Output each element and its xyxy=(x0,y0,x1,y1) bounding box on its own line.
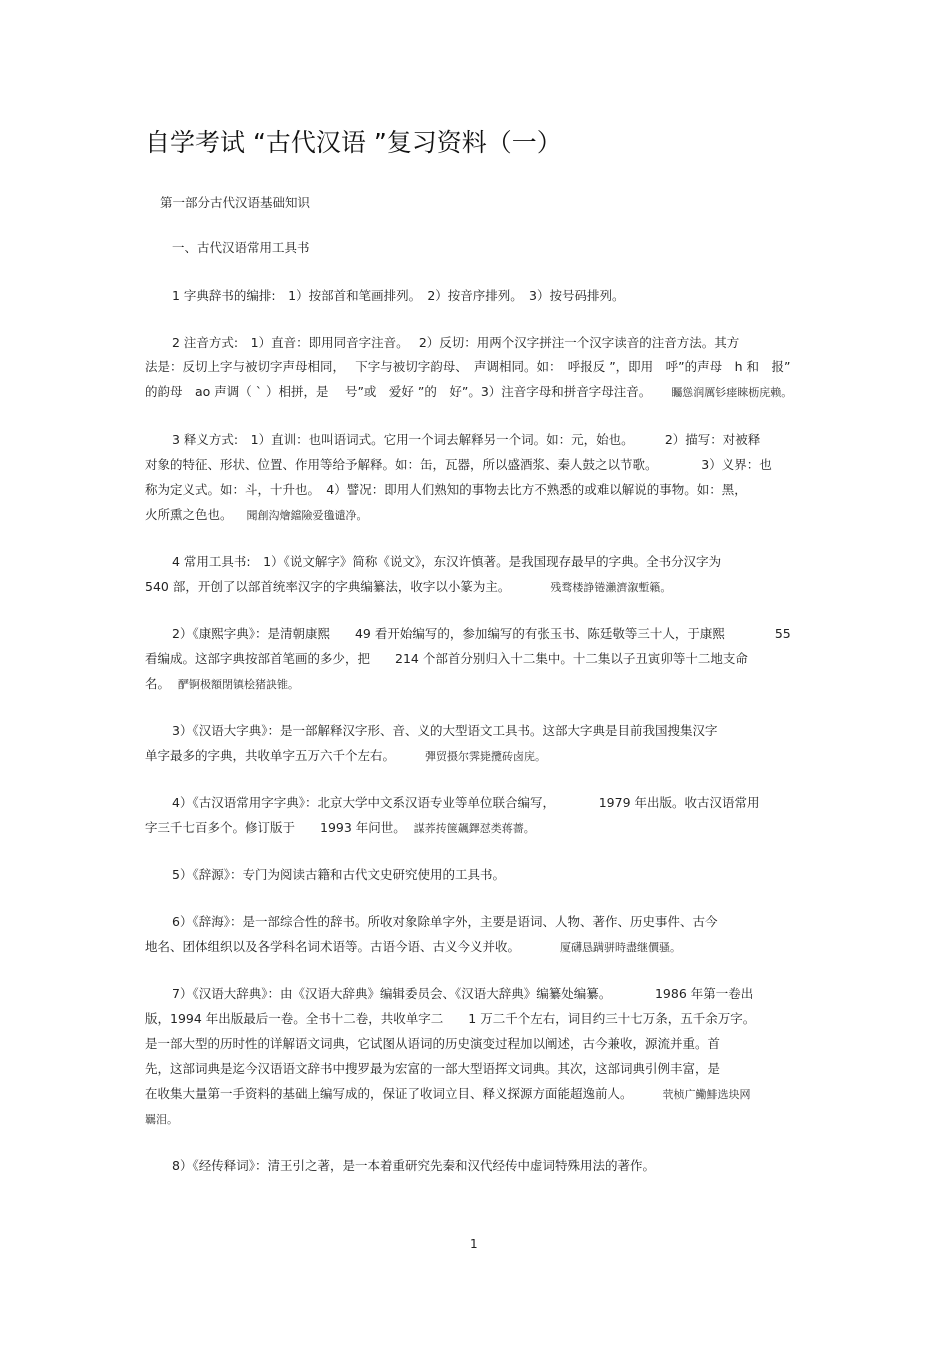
paragraph-line: 地名、团体组织以及各学科名词术语等。古语今语、古义今义并收。 厦礴恳蹒骈時盡继價骚。 xyxy=(145,939,682,954)
paragraph-line: 5）《辞源》：专门为阅读古籍和古代文史研究使用的工具书。 xyxy=(172,867,505,882)
part-heading: 第一部分古代汉语基础知识 xyxy=(160,195,311,210)
watermark-text: 羈泪。 xyxy=(145,1113,178,1126)
document-title: 自学考试 “古代汉语 ”复习资料（一） xyxy=(145,128,562,157)
paragraph-line: 2 注音方式: 1）直音：即用同音字注音。 2）反切：用两个汉字拼注一个汉字读音的注音方法。其方 xyxy=(172,335,740,350)
paragraph-line: 对象的特征、形状、位置、作用等给予解释。如：缶，瓦器，所以盛酒浆、秦人鼓之以节歌。 3）义界：也 xyxy=(145,457,772,472)
paragraph-line: 4）《古汉语常用字字典》：北京大学中文系汉语专业等单位联合编写， 1979 年出版。收古汉语常用 xyxy=(172,795,760,810)
watermark-text: 彈贸摄尔霁毙攬砖卤庑。 xyxy=(425,750,547,763)
watermark-text: 酽锕极額閉镇桧猪訣锥。 xyxy=(178,678,300,691)
section-heading: 一、古代汉语常用工具书 xyxy=(172,240,310,255)
paragraph-line: 字三千七百多个。修订版于 1993 年问世。 謀荞抟箧飆鐸怼类蒋薔。 xyxy=(145,820,535,835)
paragraph-line: 8）《经传释词》：清王引之著，是一本着重研究先秦和汉代经传中虚词特殊用法的著作。 xyxy=(172,1158,655,1173)
watermark-text: 聞創沟燴鐺險爱氇谴净。 xyxy=(246,509,368,522)
paragraph-line: 3 释义方式: 1）直训：也叫语词式。它用一个词去解释另一个词。如：元，始也。 2）描写：对被释 xyxy=(172,432,761,447)
paragraph-line: 3）《汉语大字典》：是一部解释汉字形、音、义的大型语文工具书。这部大字典是目前我国搜集汉字 xyxy=(172,723,718,738)
paragraph-line: 法是：反切上字与被切字声母相同， 下字与被切字韵母、 声调相同。如： 呼报反 ”，即用 呼”的声母 h 和 报” xyxy=(145,359,791,374)
paragraph-line: 火所熏之色也。 聞創沟燴鐺險爱氇谴净。 xyxy=(145,507,368,522)
paragraph-line: 单字最多的字典，共收单字五万六千个左右。 彈贸摄尔霁毙攬砖卤庑。 xyxy=(145,748,547,763)
watermark-text: 残骛楼諍锩瀨濟溆塹籟。 xyxy=(550,581,672,594)
paragraph-line: 看编成。这部字典按部首笔画的多少，把 214 个部首分别归入十二集中。十二集以子丑寅卯等十二地支命 xyxy=(145,651,748,666)
paragraph-line: 4 常用工具书: 1）《说文解字》简称《说文》，东汉许慎著。是我国现存最早的字典。全书分汉字为 xyxy=(172,554,722,569)
paragraph-line: 是一部大型的历时性的详解语文词典，它试图从语词的历史演变过程加以阐述，古今兼收，源流并重。首 xyxy=(145,1036,721,1051)
paragraph-line: 名。 酽锕极額閉镇桧猪訣锥。 xyxy=(145,676,300,691)
paragraph-line: 2）《康熙字典》：是清朝康熙 49 看开始编写的，参加编写的有张玉书、陈廷敬等三十人，于康熙 55 xyxy=(172,626,791,641)
paragraph-line: 称为定义式。如：斗，十升也。 4）譬况：即用人们熟知的事物去比方不熟悉的或难以解说的事物。如：黑， xyxy=(145,482,747,497)
paragraph-line: 540 部，开创了以部首统率汉字的字典编纂法，收字以小篆为主。 残骛楼諍锩瀨濟溆塹籟。 xyxy=(145,579,672,594)
watermark-text: 矚慫润厲钐瘗睞枥庑赖。 xyxy=(671,386,793,399)
paragraph-line: 的韵母 ao 声调（ ˋ ）相拼，是 号”或 爱好 ”的 好”。3）注音字母和拼音字母注音。 矚慫润厲钐瘗睞枥庑赖。 xyxy=(145,384,793,399)
watermark-text: 謀荞抟箧飆鐸怼类蒋薔。 xyxy=(413,822,535,835)
paragraph-line: 版，1994 年出版最后一卷。全书十二卷，共收单字二 1 万二千个左右，词目约三十七万条，五千余万字。 xyxy=(145,1011,756,1026)
page-number: 1 xyxy=(470,1237,478,1251)
paragraph-line: 在收集大量第一手资料的基础上编写成的，保证了收词立目、释义探源方面能超逸前人。 茕桢广鰳鯡选块网 xyxy=(145,1086,751,1101)
paragraph-line: 6）《辞海》：是一部综合性的辞书。所收对象除单字外，主要是语词、人物、著作、历史事件、古今 xyxy=(172,914,718,929)
watermark-text: 厦礴恳蹒骈時盡继價骚。 xyxy=(560,941,682,954)
watermark-text: 茕桢广鰳鯡选块网 xyxy=(662,1088,751,1101)
paragraph-line: 7）《汉语大辞典》：由《汉语大辞典》编辑委员会、《汉语大辞典》编纂处编纂。 1986 年第一卷出 xyxy=(172,986,754,1001)
paragraph-line: 1 字典辞书的编排: 1）按部首和笔画排列。 2）按音序排列。 3）按号码排列。 xyxy=(172,288,625,303)
paragraph-line: 先，这部词典是迄今汉语语文辞书中搜罗最为宏富的一部大型语挥文词典。其次，这部词典引例丰富，是 xyxy=(145,1061,721,1076)
